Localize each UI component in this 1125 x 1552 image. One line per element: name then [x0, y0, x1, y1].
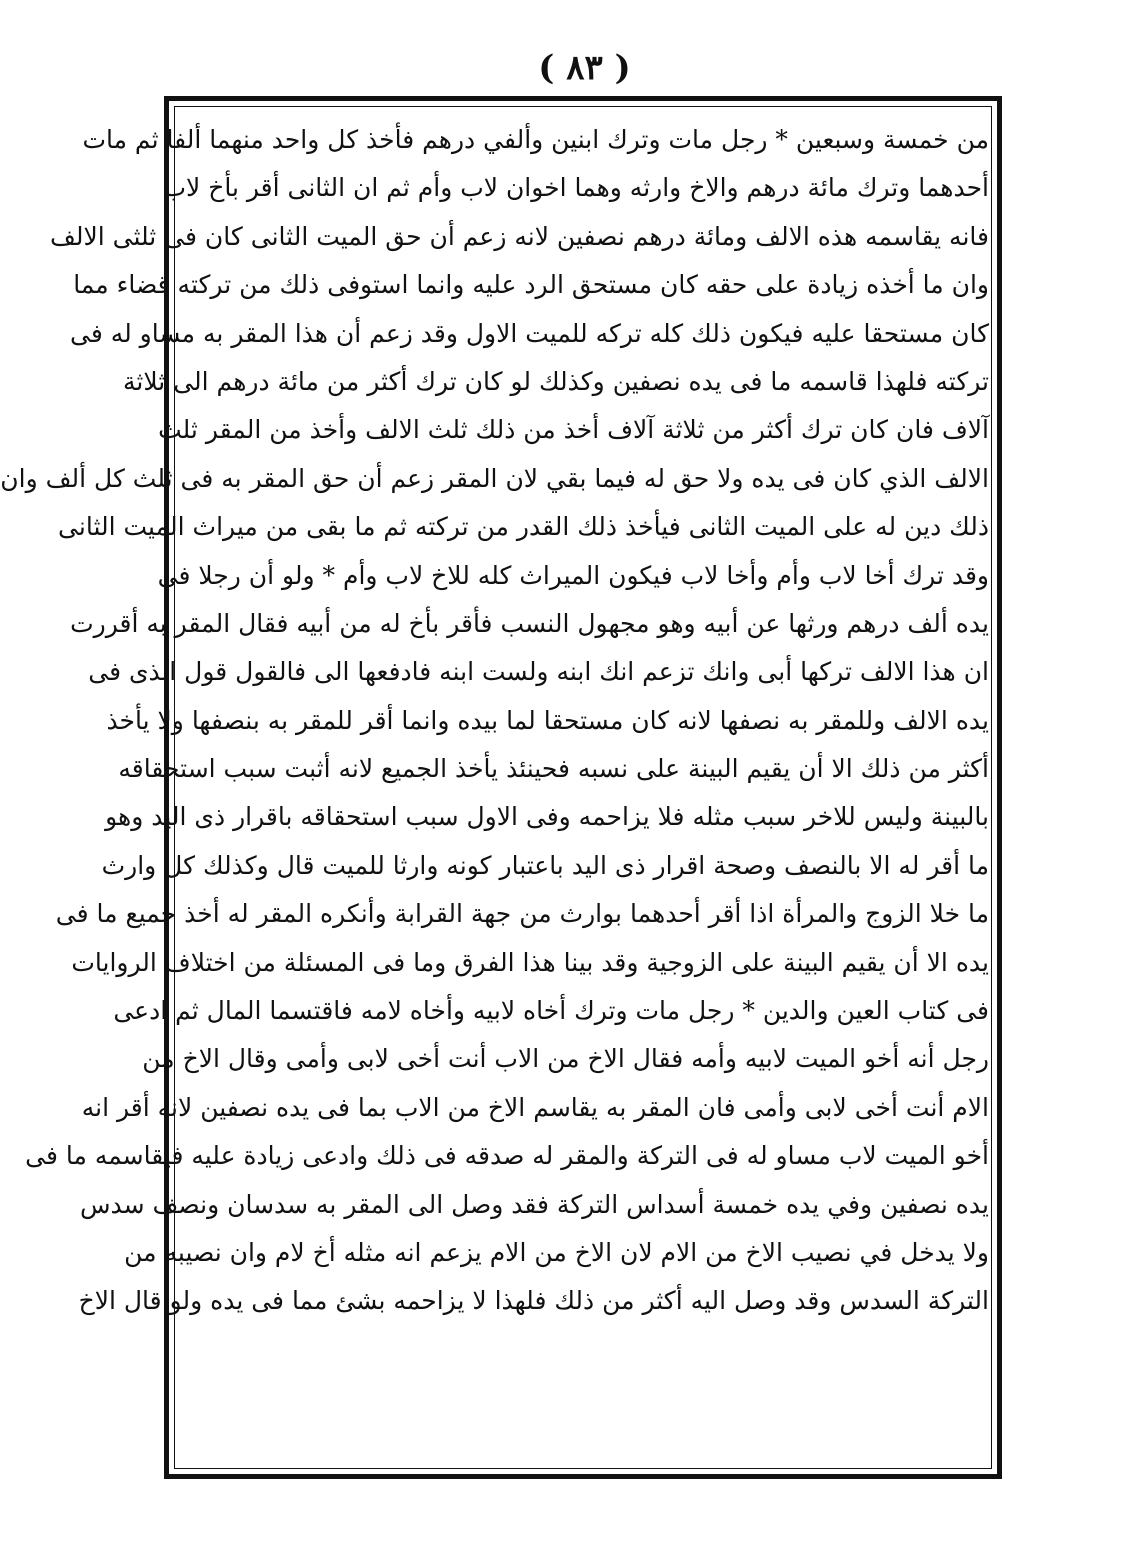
text-line: أخو الميت لاب مساو له فى التركة والمقر له صدقه فى ذلك وادعى زيادة عليه فيقاسمه ما فى	[25, 1141, 989, 1171]
text-line: يده ألف درهم ورثها عن أبيه وهو مجهول النسب فأقر بأخ له من أبيه فقال المقر به أقررت	[70, 608, 989, 638]
text-line: أحدهما وترك مائة درهم والاخ وارثه وهما اخوان لاب وأم ثم ان الثانى أقر بأخ لاب	[162, 173, 989, 203]
text-line: ان هذا الالف تركها أبى وانك تزعم انك ابنه ولست ابنه فادفعها الى فالقول قول الذى فى	[88, 657, 989, 687]
text-line: ما خلا الزوج والمرأة اذا أقر أحدهما بوارث من جهة القرابة وأنكره المقر له أخذ جميع ما فى	[55, 899, 989, 929]
text-line: من خمسة وسبعين * رجل مات وترك ابنين وألفي درهم فأخذ كل واحد منهما ألفا ثم مات	[82, 125, 989, 154]
text-line: ذلك دين له على الميت الثانى فيأخذ ذلك القدر من تركته ثم ما بقى من ميراث الميت الثانى	[58, 512, 989, 542]
text-line: يده الالف وللمقر به نصفها لانه كان مستحقا لما بيده وانما أقر للمقر به بنصفها ولا يأخذ	[106, 705, 989, 735]
text-line: رجل أنه أخو الميت لابيه وأمه فقال الاخ من الاب أنت أخى لابى وأمى وقال الاخ من	[142, 1044, 989, 1074]
text-line: يده الا أن يقيم البينة على الزوجية وقد بينا هذا الفرق وما فى المسئلة من اختلاف الروايات	[71, 947, 989, 977]
text-line: وقد ترك أخا لاب وأم وأخا لاب فيكون الميراث كله للاخ لاب وأم * ولو أن رجلا فى	[157, 560, 989, 590]
text-line: كان مستحقا عليه فيكون ذلك كله تركه للميت الاول وقد زعم أن هذا المقر به مساو له فى	[69, 318, 989, 348]
text-line: تركته فلهذا قاسمه ما فى يده نصفين وكذلك لو كان ترك أكثر من مائة درهم الى ثلاثة	[123, 366, 989, 396]
page-number: ( ٨٣ )	[538, 48, 631, 88]
text-line: آلاف فان كان ترك أكثر من ثلاثة آلاف أخذ من ذلك ثلث الالف وأخذ من المقر ثلث	[158, 415, 989, 445]
main-text-block	[0, 116, 989, 1326]
text-line: الام أنت أخى لابى وأمى فان المقر به يقاسم الاخ من الاب بما فى يده نصفين لانه أقر انه	[81, 1092, 989, 1122]
text-line: بالبينة وليس للاخر سبب مثله فلا يزاحمه وفى الاول سبب استحقاقه باقرار ذى اليد وهو	[105, 802, 989, 832]
text-line: فى كتاب العين والدين * رجل مات وترك أخاه لابيه وأخاه لامه فاقتسما المال ثم ادعى	[113, 996, 989, 1026]
text-line: أكثر من ذلك الا أن يقيم البينة على نسبه فحينئذ يأخذ الجميع لانه أثبت سبب استحقاقه	[118, 754, 989, 784]
text-line: يده نصفين وفي يده خمسة أسداس التركة فقد وصل الى المقر به سدسان ونصف سدس	[80, 1189, 989, 1219]
text-line: ما أقر له الا بالنصف وصحة اقرار ذى اليد باعتبار كونه وارثا للميت قال وكذلك كل وارث	[101, 850, 989, 880]
text-line: التركة السدس وقد وصل اليه أكثر من ذلك فلهذا لا يزاحمه بشئ مما فى يده ولو قال الاخ	[78, 1286, 989, 1316]
text-line: وان ما أخذه زيادة على حقه كان مستحق الرد عليه وانما استوفى ذلك من تركته قضاء مما	[73, 270, 989, 300]
text-line: فانه يقاسمه هذه الالف ومائة درهم نصفين لانه زعم أن حق الميت الثانى كان فى ثلثى الالف	[49, 221, 989, 251]
text-line: الالف الذي كان فى يده ولا حق له فيما بقي لان المقر زعم أن حق المقر به فى ثلث كل ألف وان	[0, 463, 989, 493]
text-line: ولا يدخل في نصيب الاخ من الام لان الاخ من الام يزعم انه مثله أخ لام وان نصيبه من	[124, 1237, 989, 1267]
